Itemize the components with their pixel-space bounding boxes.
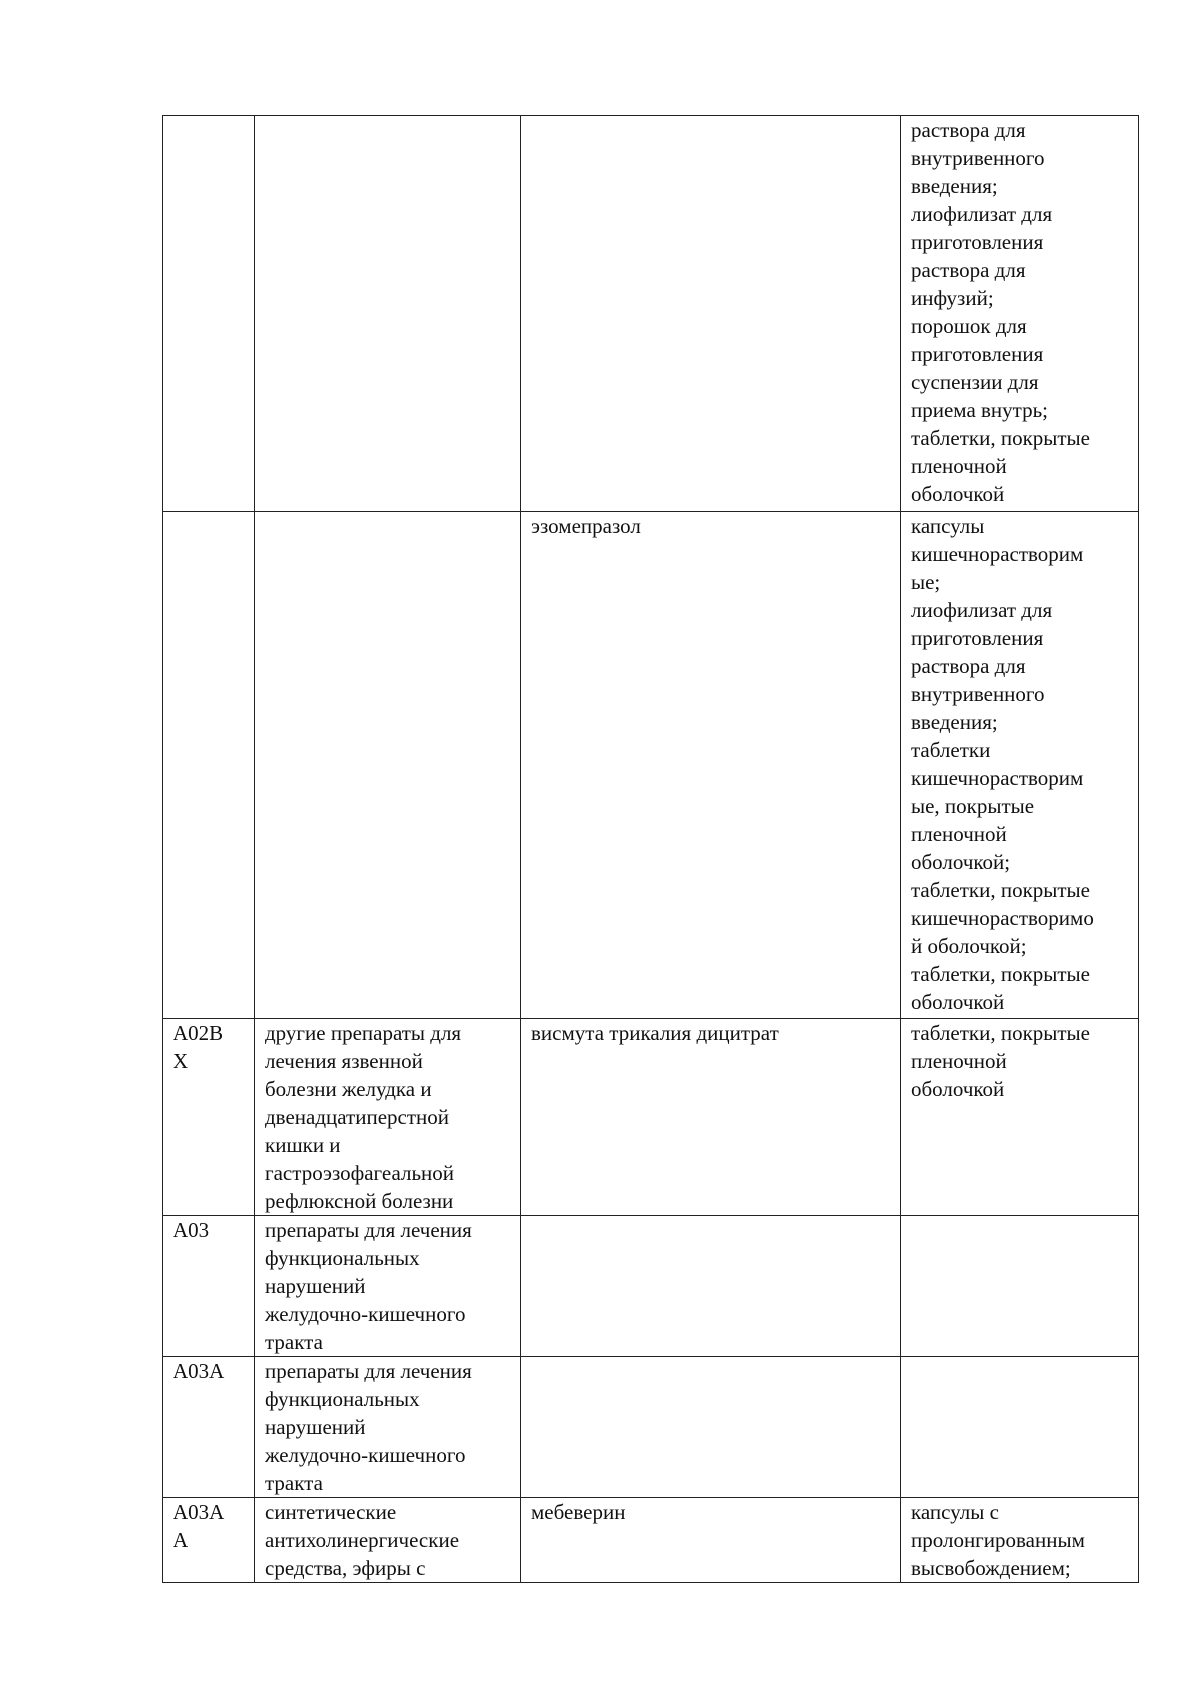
dosage-forms-cell — [901, 1216, 1139, 1357]
table-row — [163, 1357, 1139, 1498]
drug-name-cell: висмута трикалия дицитрат — [521, 1019, 901, 1216]
atc-code-cell — [163, 512, 255, 1019]
group-name-cell: синтетические антихолинергические средства, эфиры с — [255, 1498, 521, 1583]
table-row — [163, 512, 1139, 1019]
drug-name-cell — [521, 1216, 901, 1357]
dosage-forms-cell: капсулы кишечнорастворим ые; лиофилизат для приготовления раствора для внутривенного введения; таблетки кишечнорастворим ые, покрытые пленочной оболочкой; таблетки, покрытые кишечнорастворимо й оболочкой; таблетки, покрытые оболочкой — [901, 512, 1139, 1019]
drug-name-cell — [521, 116, 901, 512]
drug-name-cell: эзомепразол — [521, 512, 901, 1019]
atc-code-cell — [163, 116, 255, 512]
drug-name-cell — [521, 1357, 901, 1498]
table-row — [163, 116, 1139, 512]
drug-name-cell: мебеверин — [521, 1498, 901, 1583]
group-name-cell — [255, 512, 521, 1019]
atc-code-cell: A03A — [163, 1357, 255, 1498]
atc-code-cell: A03 — [163, 1216, 255, 1357]
table-row — [163, 1019, 1139, 1216]
dosage-forms-cell — [901, 1357, 1139, 1498]
dosage-forms-cell: капсулы с пролонгированным высвобождением; — [901, 1498, 1139, 1583]
drug-list-table — [162, 115, 1139, 1583]
table-row — [163, 1216, 1139, 1357]
group-name-cell: другие препараты для лечения язвенной болезни желудка и двенадцатиперстной кишки и гастроэзофагеальной рефлюксной болезни — [255, 1019, 521, 1216]
dosage-forms-cell: раствора для внутривенного введения; лиофилизат для приготовления раствора для инфузий; порошок для приготовления суспензии для приема внутрь; таблетки, покрытые пленочной оболочкой — [901, 116, 1139, 512]
table-row — [163, 1498, 1139, 1583]
atc-code-cell: A02B X — [163, 1019, 255, 1216]
group-name-cell: препараты для лечения функциональных нарушений желудочно-кишечного тракта — [255, 1357, 521, 1498]
group-name-cell: препараты для лечения функциональных нарушений желудочно-кишечного тракта — [255, 1216, 521, 1357]
atc-code-cell: A03A A — [163, 1498, 255, 1583]
group-name-cell — [255, 116, 521, 512]
dosage-forms-cell: таблетки, покрытые пленочной оболочкой — [901, 1019, 1139, 1216]
